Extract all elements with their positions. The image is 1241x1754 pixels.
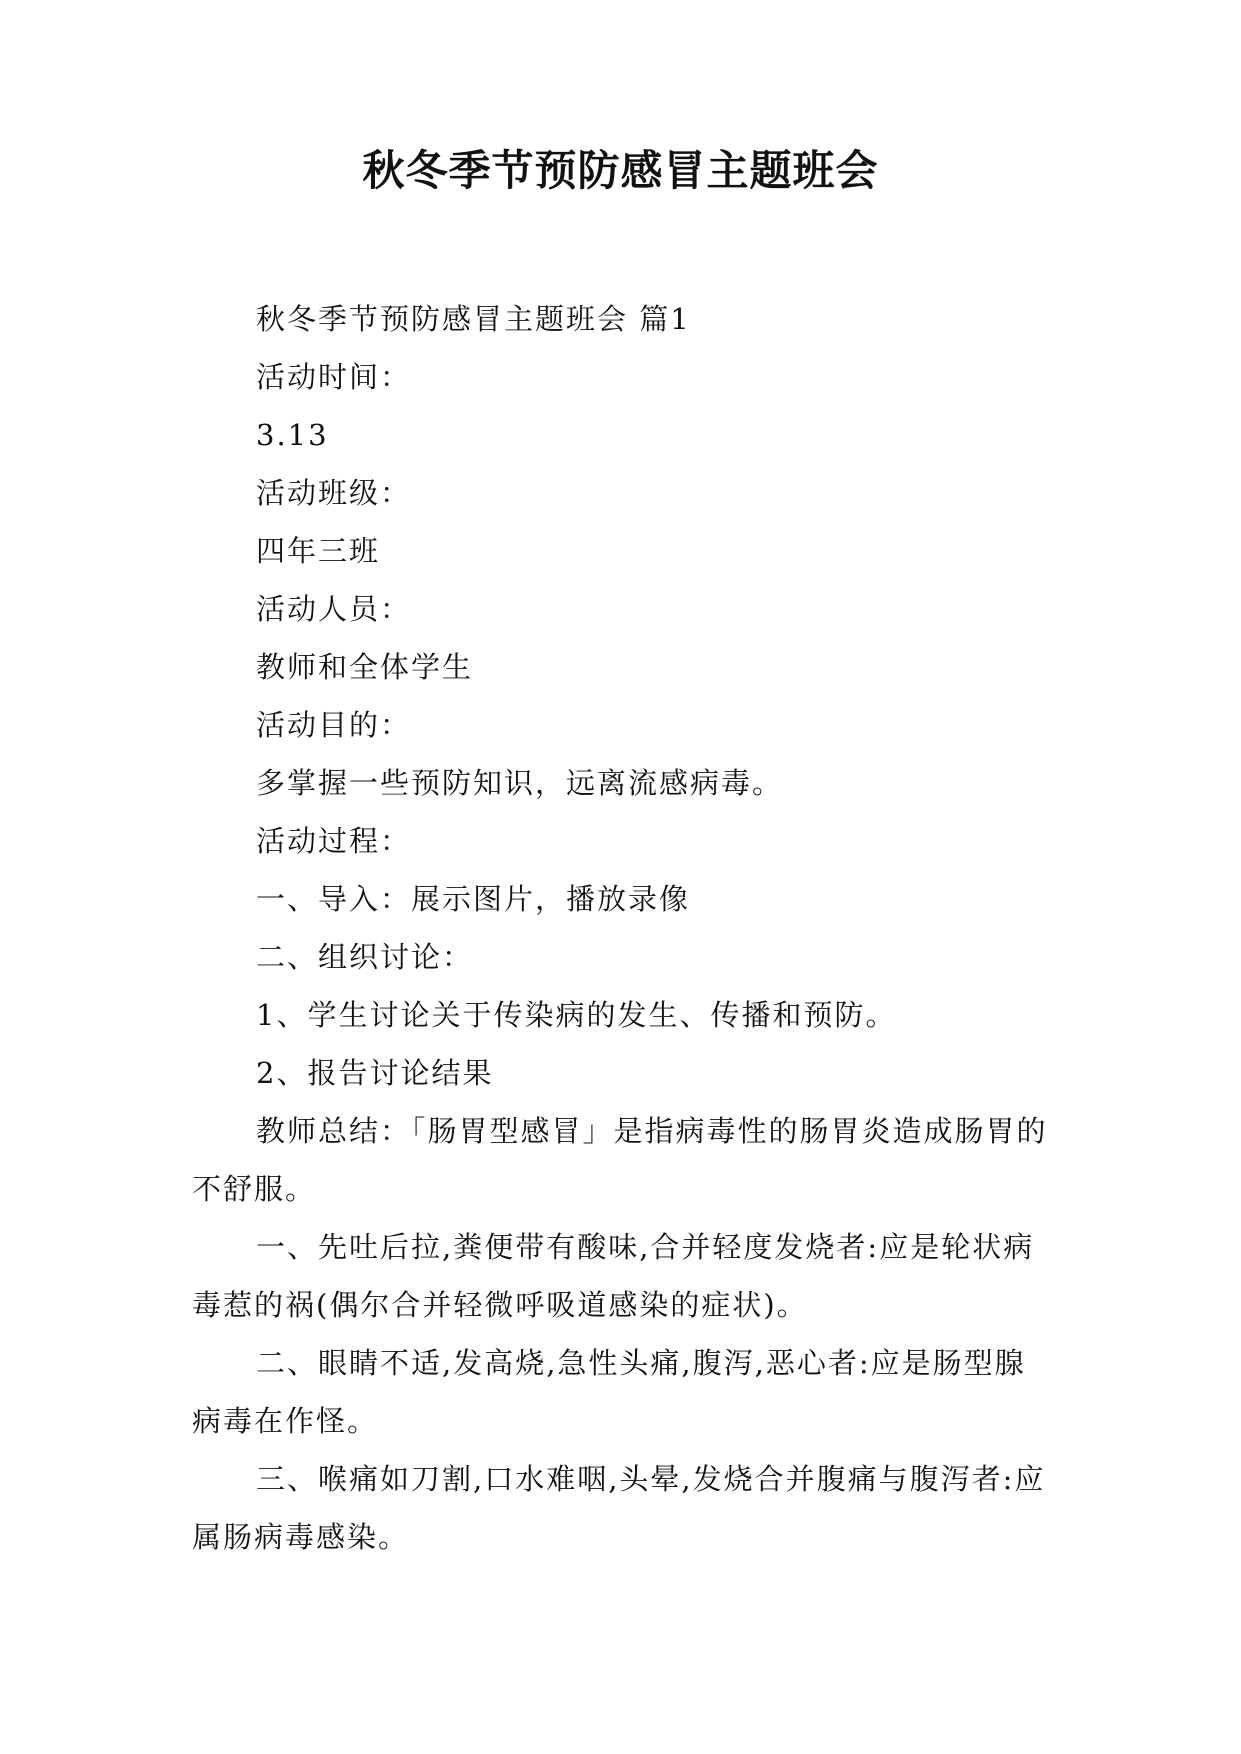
activity-participants-value: 教师和全体学生 (256, 650, 474, 684)
discussion-item-2: 2、报告讨论结果 (256, 1056, 494, 1090)
discussion-item-1: 1、学生讨论关于传染病的发生、传播和预防。 (256, 998, 897, 1032)
activity-process-label: 活动过程： (256, 824, 412, 858)
activity-purpose-label: 活动目的： (256, 708, 412, 742)
activity-time-value: 3.13 (256, 418, 329, 452)
summary-point-2: 二、眼睛不适,发高烧,急性头痛,腹泻,恶心者:应是肠型腺病毒在作怪。 (192, 1346, 1026, 1438)
process-step-discussion: 二、组织讨论： (256, 940, 474, 974)
activity-time-label: 活动时间： (256, 360, 412, 394)
document-title: 秋冬季节预防感冒主题班会 (362, 146, 879, 195)
activity-class-value: 四年三班 (256, 534, 381, 568)
section-heading: 秋冬季节预防感冒主题班会 篇1 (256, 302, 691, 336)
activity-participants-label: 活动人员： (256, 592, 412, 626)
summary-point-3: 三、喉痛如刀割,口水难咽,头晕,发烧合并腹痛与腹泻者:应属肠病毒感染。 (192, 1462, 1046, 1554)
teacher-summary-paragraph: 教师总结：「肠胃型感冒」是指病毒性的肠胃炎造成肠胃的不舒服。 (192, 1114, 1048, 1206)
process-step-intro: 一、导入：展示图片，播放录像 (256, 882, 691, 916)
activity-class-label: 活动班级： (256, 476, 412, 510)
summary-point-1: 一、先吐后拉,粪便带有酸味,合并轻度发烧者:应是轮状病毒惹的祸(偶尔合并轻微呼吸道感染的症状)。 (192, 1230, 1035, 1322)
document-body (192, 290, 1052, 1566)
activity-purpose-value: 多掌握一些预防知识，远离流感病毒。 (256, 766, 784, 800)
